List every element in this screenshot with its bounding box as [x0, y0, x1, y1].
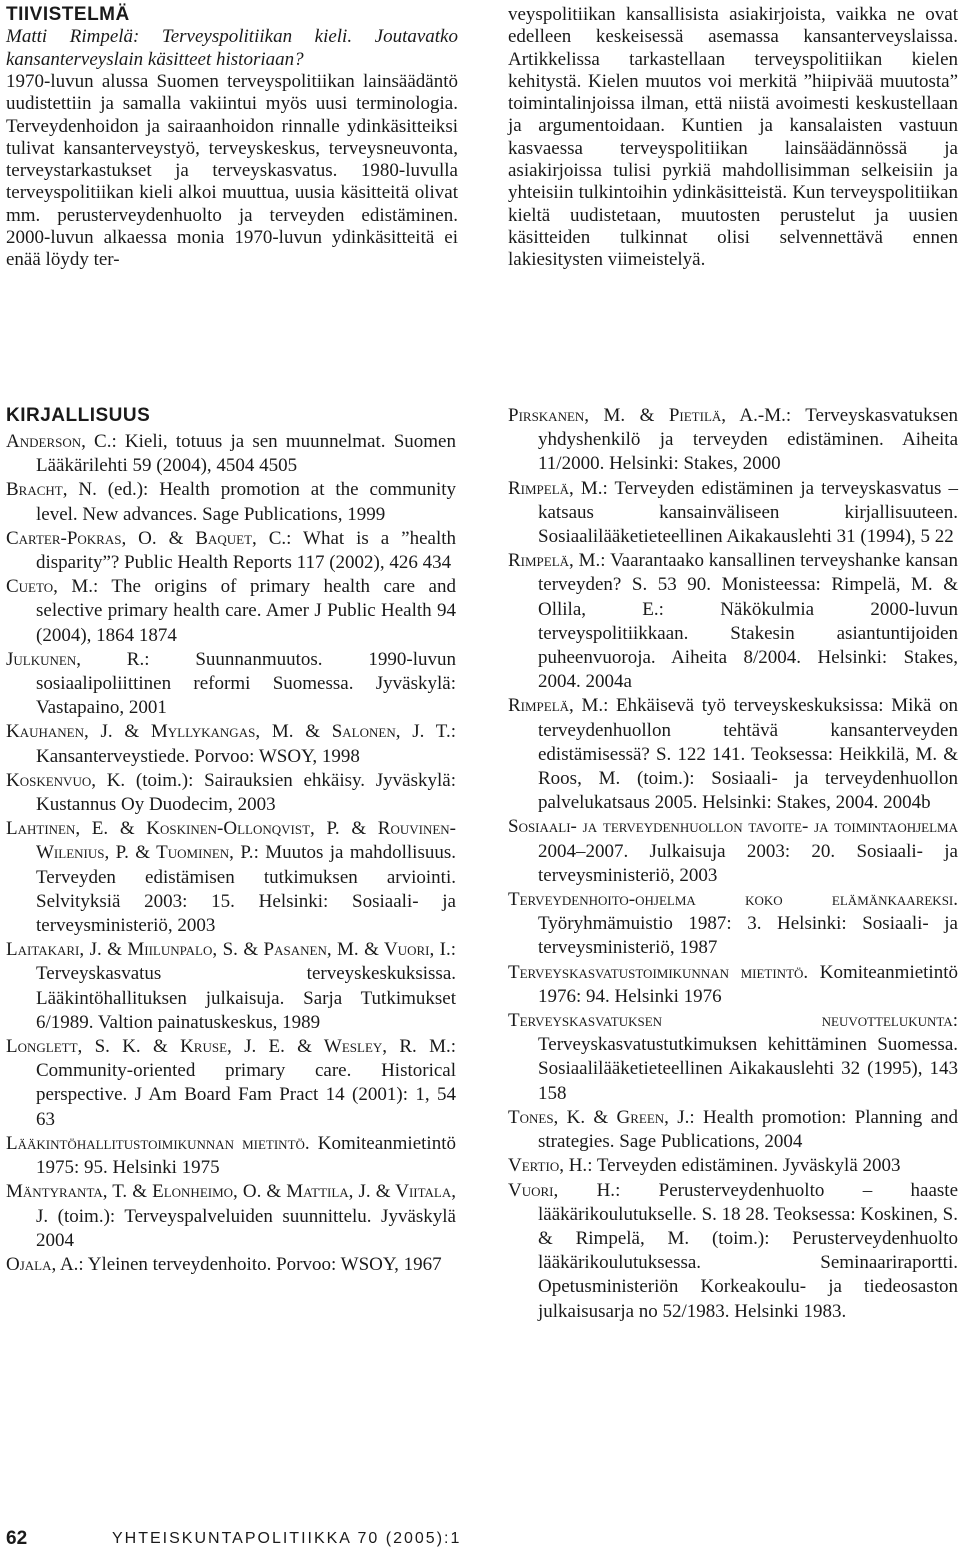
- reference-details: : Kieli, totuus ja sen muunnelmat. Suomen Lääkärilehti 59 (2004), 4504 4505: [36, 431, 456, 477]
- reference-details: : Terveyskasvatuksen yhdyshenkilö ja terveyden edistäminen. Aiheita 11/2000. Helsinki: Stakes, 2000: [538, 405, 958, 475]
- reference-entry: [6, 648, 456, 721]
- abstract-text-right: veyspolitiikan kansallisista asiakirjoista, vaikka ne ovat edelleen keskeisessä asemassa kansanterveyslaissa. Artikkelissa tarkastellaan terveyspolitiikan kielen kehitystä. Kielen muutos voi merkitä ”hiipivää muutosta” toimintalinjoissa ilman, että niistä avoimesti keskustellaan ja argumentoidaan. Kuntien ja kansalaisten vastuun kasvaessa terveyspolitiikan lainsäädännössä ja asiakirjoissa tulisi pyrkiä mahdollisimman selkeisiin ja yhteisiin tulkintoihin ydinkäsitteistä. Kun terveyspolitiikan kieltä uudistetaan, muutosten perustelut ja uusien käsitteiden tulkinnat olisi selvennettävä ennen lakiesitysten viimeistelyä.: [508, 4, 958, 271]
- reference-entry: [508, 477, 958, 550]
- reference-details: : Kansanterveystiede. Porvoo: WSOY, 1998: [36, 721, 456, 767]
- reference-author: Terveydenhoito-ohjelma koko elämänkaareksi.: [508, 889, 958, 911]
- reference-entry: [508, 549, 958, 694]
- reference-entry: [6, 1035, 456, 1132]
- reference-author: Bracht, N.: [6, 479, 97, 501]
- reference-entry: [508, 1179, 958, 1324]
- reference-entry: [508, 1106, 958, 1154]
- reference-author: Julkunen, R.: [6, 648, 145, 670]
- reference-entry: [508, 404, 958, 477]
- reference-author: Kauhanen, J. & Myllykangas, M. & Salonen, J. T.: [6, 721, 451, 743]
- abstract-right-column: [508, 4, 958, 272]
- reference-details: : Community-oriented primary care. Historical perspective. J Am Board Fam Pract 14 (2001): 1, 54 63: [36, 1036, 456, 1130]
- reference-details: (toim.): Terveyspalveluiden suunnittelu. Jyväskylä 2004: [36, 1205, 456, 1251]
- reference-entry: [6, 478, 456, 526]
- reference-entry: [508, 1009, 958, 1106]
- reference-entry: [508, 888, 958, 961]
- reference-author: Tones, K. & Green, J.: [508, 1106, 690, 1128]
- references-heading: KIRJALLISUUS: [6, 405, 151, 426]
- reference-author: Rimpelä, M.: [508, 477, 603, 499]
- reference-entry: [6, 938, 456, 1035]
- reference-author: Sosiaali- ja terveydenhuollon tavoite- ja toimintaohjelma 2004–2007.: [508, 816, 958, 862]
- reference-entry: [508, 961, 958, 1009]
- reference-details: Työryhmämuistio 1987: 3. Helsinki: Sosiaali- ja terveysministeriö, 1987: [538, 913, 958, 959]
- abstract-left-column: [6, 4, 458, 272]
- reference-details: : Terveyskasvatustutkimuksen kehittäminen Suomessa. Sosiaalilääketieteellinen Aikakauslehti 32 (1995), 143 158: [538, 1010, 958, 1104]
- reference-author: Laitakari, J. & Miilunpalo, S. & Pasanen, M. & Vuori, I.: [6, 939, 451, 961]
- reference-author: Vertio, H.: [508, 1155, 588, 1177]
- reference-author: Mäntyranta, T. & Elonheimo, O. & Mattila, J. & Viitala, J.: [6, 1181, 456, 1227]
- reference-details: (toim.): Sairauksien ehkäisy. Jyväskylä: Kustannus Oy Duodecim, 2003: [36, 769, 456, 816]
- reference-author: Pirskanen, M. & Pietilä, A.-M.: [508, 405, 786, 426]
- reference-details: : Health promotion: Planning and strategies. Sage Publications, 2004: [538, 1106, 958, 1153]
- reference-entry: [6, 720, 456, 768]
- reference-entry: [6, 575, 456, 648]
- reference-author: Lääkintöhallitustoimikunnan mietintö.: [6, 1132, 310, 1154]
- reference-details: : The origins of primary health care and selective primary health care. Amer J Public Health 94 (2004), 1864 1874: [36, 576, 456, 646]
- reference-details: : What is a ”health disparity”? Public Health Reports 117 (2002), 426 434: [36, 527, 456, 574]
- reference-author: Rimpelä, M.: [508, 550, 601, 572]
- references-list-right: [508, 404, 958, 1324]
- reference-author: Cueto, M.: [6, 576, 93, 598]
- reference-details: Julkaisuja 2003: 20. Sosiaali- ja terveysministeriö, 2003: [538, 840, 958, 886]
- reference-entry: [6, 1253, 456, 1277]
- reference-author: Ojala, A.: [6, 1253, 79, 1275]
- reference-details: Komiteanmietintö 1976: 94. Helsinki 1976: [538, 961, 958, 1007]
- abstract-text-left: 1970-luvun alussa Suomen terveyspolitiikan lainsäädäntö uudistettiin ja samalla vakiintui myös uusi terminologia. Terveydenhoidon ja sairaanhoidon rinnalle ydinkäsitteiksi tulivat kansanterveystyö, terveyskeskus, terveysneuvonta, terveystarkastukset ja terveyskasvatus. 1980-luvulla terveyspolitiikan kieli alkoi muuttua, uusia käsitteitä olivat mm. perusterveydenhuolto ja terveyden edistäminen. 2000-luvun alkaessa monia 1970-luvun ydinkäsitteitä ei enää löydy ter-: [6, 71, 458, 271]
- reference-details: : Muutos ja mahdollisuus. Terveyden edistämisen tutkimuksen arviointi. Selvityksiä 2003: 15. Helsinki: Sosiaali- ja terveysministeriö, 2003: [36, 842, 456, 937]
- references-left-column: [6, 405, 456, 1277]
- references-right-column: [508, 404, 958, 1324]
- reference-entry: [6, 817, 456, 938]
- reference-entry: [6, 769, 456, 817]
- reference-entry: [6, 527, 456, 575]
- reference-details: (ed.): Health promotion at the community level. New advances. Sage Publications, 1999: [36, 479, 457, 525]
- reference-details: : Terveyden edistäminen. Jyväskylä 2003: [587, 1155, 901, 1177]
- reference-entry: [508, 1154, 958, 1178]
- reference-author: Rimpelä, M.: [508, 695, 604, 717]
- reference-entry: [6, 1132, 456, 1180]
- reference-author: Carter-Pokras, O. & Baquet, C.: [6, 527, 287, 549]
- reference-entry: [508, 815, 958, 888]
- reference-entry: [6, 430, 456, 478]
- reference-details: : Terveyden edistäminen ja terveyskasvatus – katsaus kansainväliseen kirjallisuuteen. Sosiaalilääketieteellinen Aikakauslehti 31 (1994), 5 22: [538, 477, 958, 548]
- abstract-heading: TIIVISTELMÄ: [6, 4, 130, 25]
- reference-author: Longlett, S. K. & Kruse, J. E. & Wesley, R. M.: [6, 1036, 451, 1058]
- references-list-left: [6, 430, 456, 1277]
- reference-details: : Perusterveydenhuolto – haaste lääkärikoulutukselle. S. 18 28. Teoksessa: Koskinen, S. & Rimpelä, M. (toim.): Perusterveydenhuolto lääkärikoulutuksessa. Seminaariraportti. Opetusministeriön Korkeakoulu- ja tiedeosaston julkaisusarja no 52/1983. Helsinki 1983.: [538, 1179, 959, 1322]
- abstract-author-title: Matti Rimpelä: Terveyspolitiikan kieli. Joutavatko kansanterveyslain käsitteet historiaan?: [6, 26, 458, 70]
- journal-name: YHTEISKUNTAPOLITIIKKA 70 (2005):1: [112, 1530, 462, 1547]
- reference-author: Terveyskasvatustoimikunnan mietintö.: [508, 961, 809, 983]
- reference-author: Anderson, C.: [6, 431, 112, 452]
- reference-author: Lahtinen, E. & Koskinen-Ollonqvist, P. & Rouvinen-Wilenius, P. & Tuominen, P.: [6, 818, 456, 864]
- reference-author: Terveyskasvatuksen neuvottelukunta: [508, 1010, 953, 1032]
- reference-details: : Yleinen terveydenhoito. Porvoo: WSOY, 1967: [78, 1253, 442, 1275]
- reference-entry: [6, 1180, 456, 1253]
- reference-details: : Suunnanmuutos. 1990-luvun sosiaalipoliittinen reformi Suomessa. Jyväskylä: Vastapaino, 2001: [36, 648, 456, 719]
- reference-author: Koskenvuo, K.: [6, 769, 126, 791]
- reference-details: Komiteanmietintö 1975: 95. Helsinki 1975: [36, 1132, 456, 1179]
- page-number: 62: [6, 1528, 28, 1549]
- reference-details: : Terveyskasvatus terveyskeskuksissa. Lääkintöhallituksen julkaisuja. Sarja Tutkimukset 6/1989. Valtion painatuskeskus, 1989: [36, 939, 456, 1033]
- reference-author: Vuori, H.: [508, 1179, 616, 1201]
- reference-entry: [508, 694, 958, 815]
- reference-details: : Ehkäisevä työ terveyskeskuksissa: Mikä on terveydenhuollon tehtävä kansanterveyden edistämisessä? S. 122 141. Teoksessa: Heikkilä, M. & Roos, M. (toim.): Sosiaali- ja terveydenhuollon palvelukatsaus 2005. Helsinki: Stakes, 2004. 2004b: [538, 695, 958, 814]
- reference-details: : Vaarantaako kansallinen terveyshanke kansan terveyden? S. 53 90. Monisteessa: Rimpelä, M. & Ollila, E.: Näkökulmia 2000-luvun terveyspolitiikkaan. Stakesin asiantuntijoiden puheenvuoroja. Aiheita 8/2004. Helsinki: Stakes, 2004. 2004a: [538, 550, 958, 693]
